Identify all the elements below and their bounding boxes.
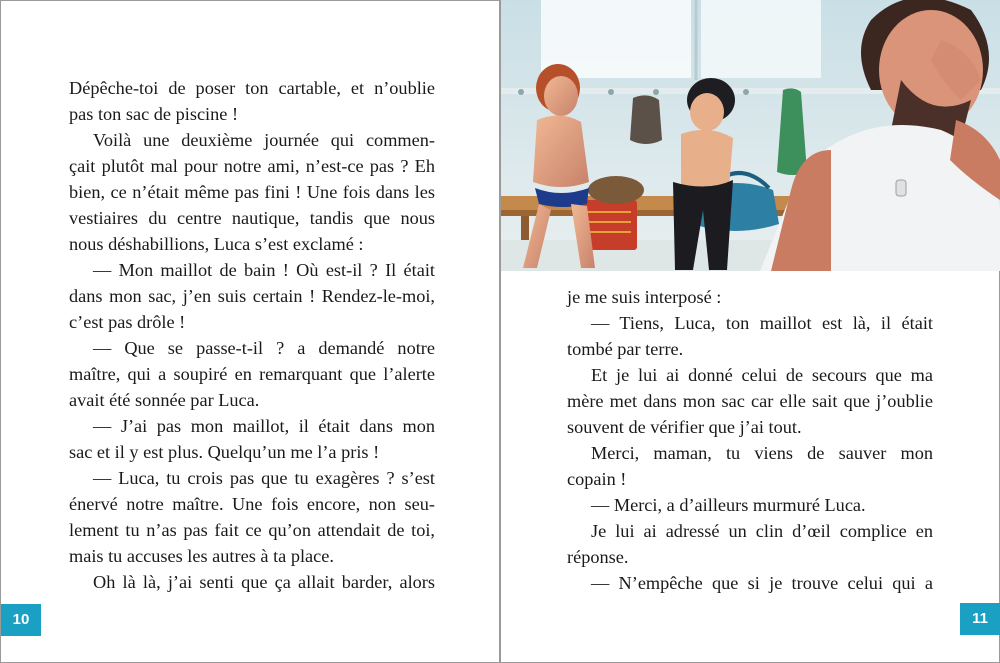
text-line: — Que se passe-t-il ? a demandé notre [93, 338, 435, 358]
text-line: sac et il y est plus. Quelqu’un me l’a pris ! [69, 442, 380, 462]
text-line: mère met dans mon sac car elle sait que j’oublie [567, 391, 933, 411]
text-line: — Tiens, Luca, ton maillot est là, il était [591, 313, 933, 333]
text-line: — N’empêche que si je trouve celui qui a [591, 573, 933, 593]
text-line: Merci, maman, tu viens de sauver mon [591, 443, 933, 463]
text-line: mais tu accuses les autres à ta place. [69, 546, 334, 566]
locker-room-illustration [501, 0, 1000, 271]
text-line: maître, qui a soupiré en remarquant que l’alerte [69, 364, 435, 384]
text-line: vestiaires du centre nautique, tandis que nous [69, 208, 435, 228]
text-line: réponse. [567, 547, 629, 567]
text-line: avait été sonnée par Luca. [69, 390, 260, 410]
text-line: Dépêche-toi de poser ton cartable, et n’oublie [69, 78, 435, 98]
text-line: — J’ai pas mon maillot, il était dans mon [93, 416, 435, 436]
text-line: tombé par terre. [567, 339, 684, 359]
page-number: 11 [960, 603, 1000, 635]
text-line: je me suis interposé : [567, 287, 722, 307]
text-line: — Mon maillot de bain ! Où est-il ? Il était [93, 260, 435, 280]
text-line: — Luca, tu crois pas que tu exagères ? s’est [93, 468, 435, 488]
text-line: Je lui ai adressé un clin d’œil complice en [591, 521, 933, 541]
text-line: dans mon sac, j’en suis certain ! Rendez-le-moi, [69, 286, 435, 306]
text-line: Oh là là, j’ai senti que ça allait barder, alors [93, 572, 435, 592]
left-page-text [69, 75, 435, 595]
page-number: 10 [1, 604, 41, 636]
text-line: souvent de vérifier que j’ai tout. [567, 417, 802, 437]
text-line: lement tu n’as pas fait ce qu’on attendait de toi, [69, 520, 435, 540]
text-line: — Merci, a d’ailleurs murmuré Luca. [591, 495, 866, 515]
right-page-text [567, 284, 933, 596]
text-line: énervé notre maître. Une fois encore, non seu- [69, 494, 435, 514]
text-line: pas ton sac de piscine ! [69, 104, 239, 124]
text-line: c’est pas drôle ! [69, 312, 186, 332]
text-line: bien, ce n’était même pas fini ! Une fois dans les [69, 182, 435, 202]
text-line: copain ! [567, 469, 627, 489]
text-line: Et je lui ai donné celui de secours que ma [591, 365, 933, 385]
text-line: çait plutôt mal pour notre ami, n’est-ce pas ? Eh [69, 156, 435, 176]
text-line: Voilà une deuxième journée qui commen- [93, 130, 435, 150]
text-line: nous déshabillions, Luca s’est exclamé : [69, 234, 364, 254]
